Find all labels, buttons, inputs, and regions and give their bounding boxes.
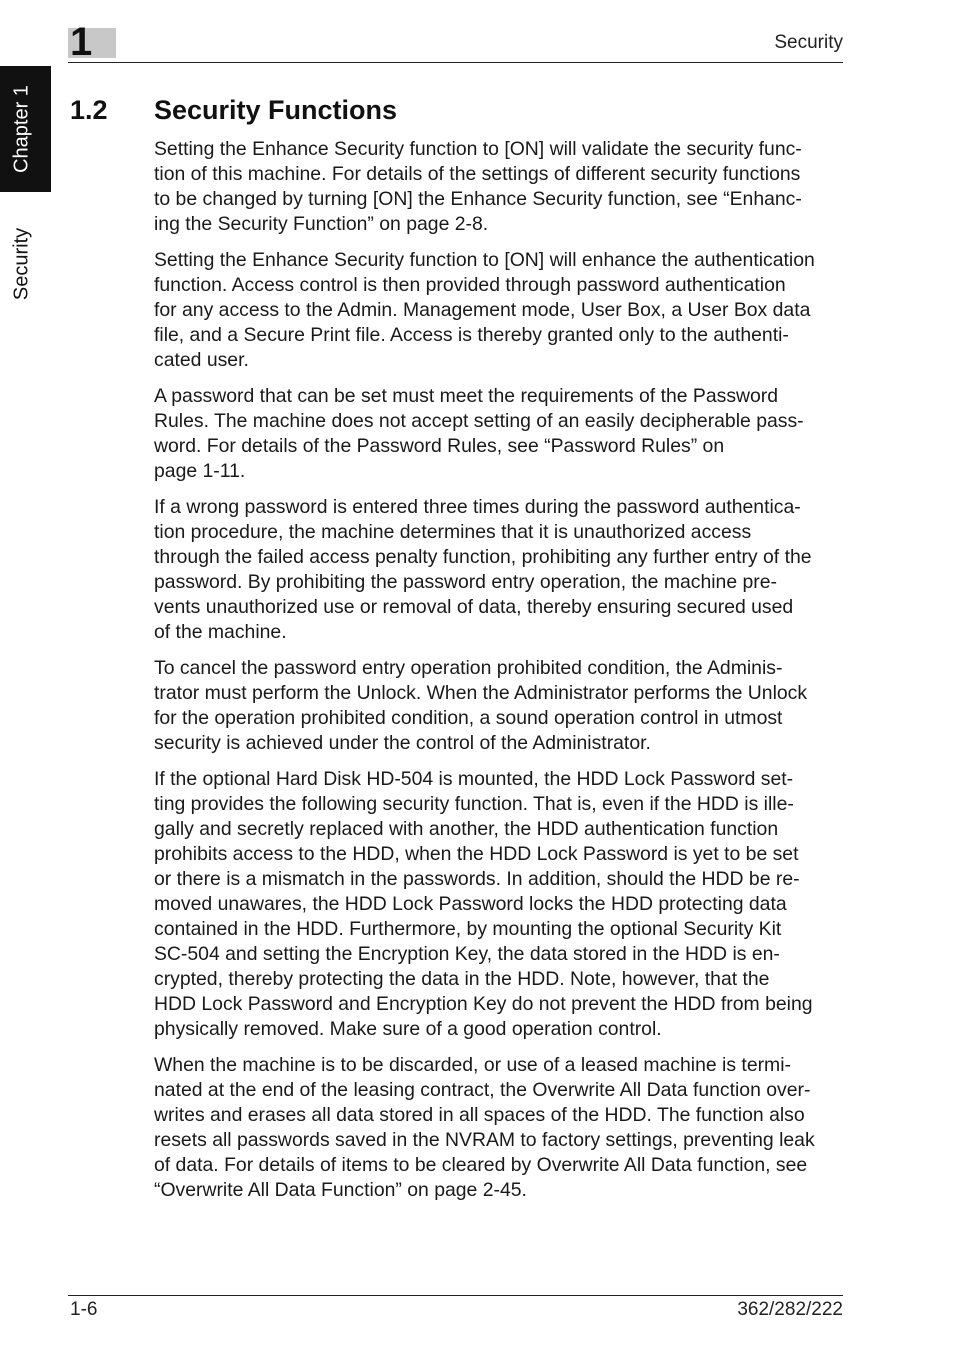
paragraph: A password that can be set must meet the requirements of the Password Rules. The machine does not accept setting of an easily decipherable pass- word. For details of the Password Rules, see “Password Rules” on page 1-11. [154,385,804,482]
footer-page-number: 1-6 [70,1299,98,1320]
section-side-label: Security [10,227,33,301]
paragraph: If the optional Hard Disk HD-504 is mounted, the HDD Lock Password set- ting provides the following security function. That is, even if the HDD is ille- gally and secretly replaced with another, the HDD authentication function prohibits access to the HDD, when the HDD Lock Password is yet to be set or there is a mismatch in the passwords. In addition, should the HDD be re- moved unawares, the HDD Lock Password locks the HDD protecting data contained in the HDD. Furthermore, by mounting the optional Security Kit SC-504 and setting the Encryption Key, the data stored in the HDD is en- crypted, thereby protecting the data in the HDD. Note, however, that the HDD Lock Password and Encryption Key do not prevent the HDD from being physically removed. Make sure of a good operation control. [154,768,813,1040]
paragraph: Setting the Enhance Security function to [ON] will enhance the authentication function. Access control is then provided through password authentication for any access to the Admin. Management mode, User Box, a User Box data file, and a Secure Print file. Access is thereby granted only to the authenti- cated user. [154,249,815,371]
footer-model-number: 362/282/222 [737,1299,843,1320]
chapter-number: 1 [70,20,93,64]
section-number: 1.2 [70,95,108,125]
footer-divider [68,1295,843,1296]
paragraph: If a wrong password is entered three times during the password authentica- tion procedure, the machine determines that it is unauthorized access through the failed access penalty function, prohibiting any further entry of the password. By prohibiting the password entry operation, the machine pre- vents unauthorized use or removal of data, thereby ensuring secured used of the machine. [154,496,812,643]
body-text [154,137,844,1214]
header-divider [68,62,843,63]
running-header-title: Security [774,32,843,53]
paragraph: Setting the Enhance Security function to [ON] will validate the security func- tion of this machine. For details of the settings of different security functions to be changed by turning [ON] the Enhance Security function, see “Enhanc- ing the Security Function” on page 2-8. [154,138,802,235]
paragraph: When the machine is to be discarded, or use of a leased machine is termi- nated at the end of the leasing contract, the Overwrite All Data function over- writes and erases all data stored in all spaces of the HDD. The function also resets all passwords saved in the NVRAM to factory settings, preventing leak of data. For details of items to be cleared by Overwrite All Data function, see “Overwrite All Data Function” on page 2-45. [154,1054,815,1201]
paragraph: To cancel the password entry operation prohibited condition, the Adminis- trator must perform the Unlock. When the Administrator performs the Unlock for the operation prohibited condition, a sound operation control in utmost security is achieved under the control of the Administrator. [154,657,808,754]
section-heading [70,94,397,126]
section-title: Security Functions [154,95,398,125]
chapter-side-tab-label: Chapter 1 [10,85,33,173]
